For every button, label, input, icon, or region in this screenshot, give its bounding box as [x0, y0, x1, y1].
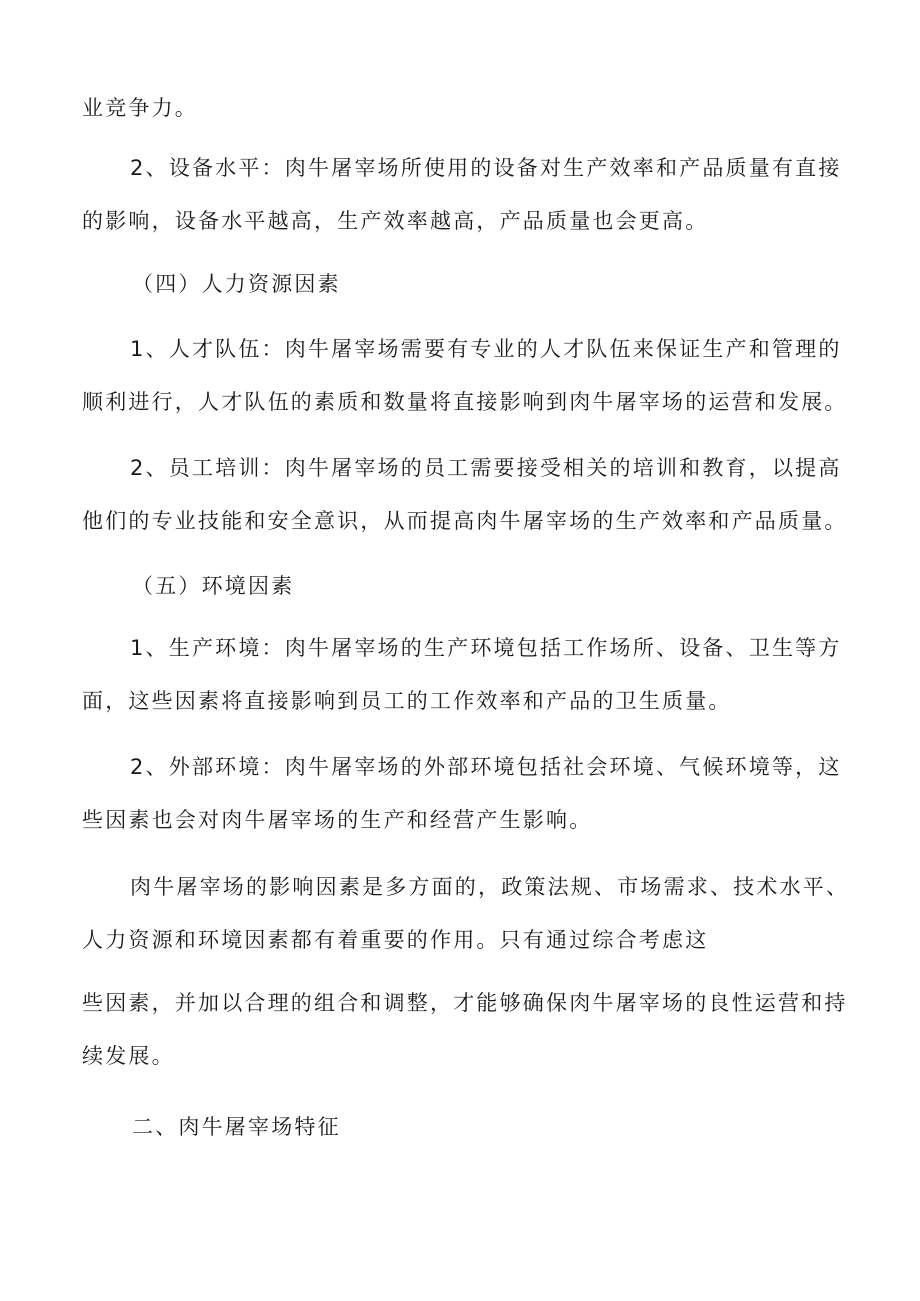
paragraph-line: 顺利进行，人才队伍的素质和数量将直接影响到肉牛屠宰场的运营和发展。 — [82, 390, 848, 414]
paragraph-line: 他们的专业技能和安全意识，从而提高肉牛屠宰场的生产效率和产品质量。 — [82, 509, 848, 533]
section-heading: （四）人力资源因素 — [132, 272, 341, 296]
paragraph-line: 肉牛屠宰场的影响因素是多方面的，政策法规、市场需求、技术水平、 — [130, 875, 850, 899]
paragraph-line: 人力资源和环境因素都有着重要的作用。只有通过综合考虑这 — [82, 928, 709, 952]
paragraph-line: 的影响，设备水平越高，生产效率越高，产品质量也会更高。 — [82, 209, 709, 233]
section-heading: 二、肉牛屠宰场特征 — [132, 1115, 341, 1139]
section-heading: （五）环境因素 — [132, 574, 295, 598]
paragraph-line: 些因素，并加以合理的组合和调整，才能够确保肉牛屠宰场的良性运营和持 — [82, 991, 848, 1015]
paragraph-line: 2、员工培训：肉牛屠宰场的员工需要接受相关的培训和教育，以提高 — [130, 456, 842, 480]
paragraph-line: 面，这些因素将直接影响到员工的工作效率和产品的卫生质量。 — [82, 689, 732, 713]
paragraph-line: 业竞争力。 — [82, 96, 198, 120]
paragraph-line: 2、外部环境：肉牛屠宰场的外部环境包括社会环境、气候环境等，这 — [130, 755, 842, 779]
paragraph-line: 续发展。 — [82, 1044, 175, 1068]
paragraph-line: 1、人才队伍：肉牛屠宰场需要有专业的人才队伍来保证生产和管理的 — [130, 337, 842, 361]
paragraph-line: 些因素也会对肉牛屠宰场的生产和经营产生影响。 — [82, 808, 593, 832]
paragraph-line: 2、设备水平：肉牛屠宰场所使用的设备对生产效率和产品质量有直接 — [130, 156, 842, 180]
paragraph-line: 1、生产环境：肉牛屠宰场的生产环境包括工作场所、设备、卫生等方 — [130, 636, 842, 660]
